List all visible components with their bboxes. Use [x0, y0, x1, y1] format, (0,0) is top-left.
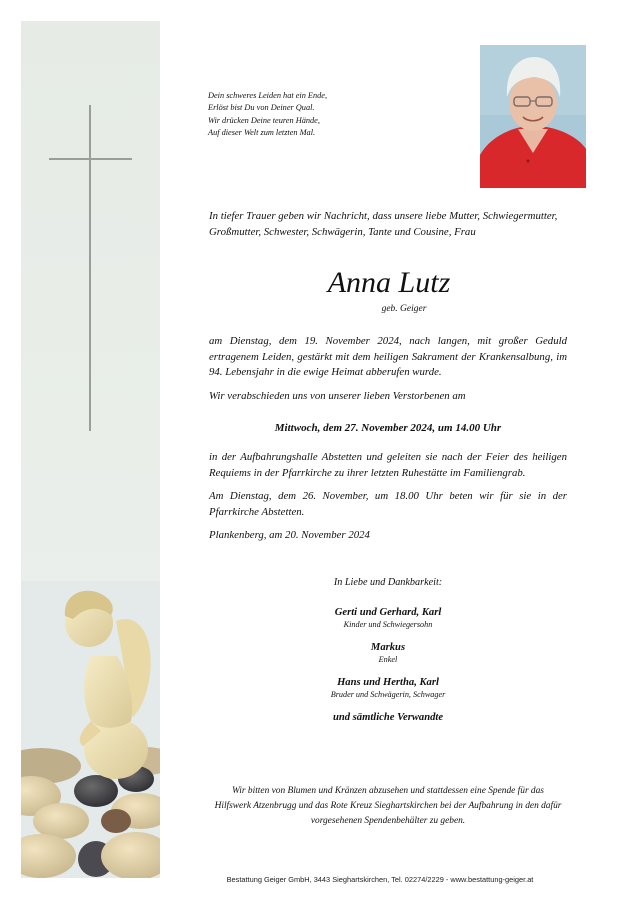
deceased-name: Anna Lutz	[327, 266, 451, 299]
mourner-group	[209, 676, 567, 700]
death-paragraph: am Dienstag, dem 19. November 2024, nach langen, mit großer Geduld ertragenem Leiden, gestärkt mit dem heiligen Sakrament der Krankensalbung, im 94. Lebensjahr in die ewige Heimat abberufen wurde.	[209, 335, 567, 379]
mourner-group	[209, 606, 567, 630]
mourner-names: Hans und Hertha, Karl	[337, 677, 439, 688]
mourner-relation: Kinder und Schwiegersohn	[343, 620, 433, 629]
mourner-relation: Bruder und Schwägerin, Schwager	[330, 690, 446, 699]
cross-icon-vertical	[89, 105, 91, 431]
mourner-names: Markus	[370, 642, 406, 653]
decorative-side-panel	[21, 21, 160, 878]
angel-figurine-image	[21, 581, 160, 878]
poem-line: Wir drücken Deine teuren Hände,	[208, 115, 320, 125]
other-relatives: und sämtliche Verwandte	[332, 712, 444, 723]
mourners-heading: In Liebe und Dankbarkeit:	[333, 577, 443, 588]
poem-line: Auf dieser Welt zum letzten Mal.	[208, 127, 316, 137]
funeral-home-footer: Bestattung Geiger GmbH, 3443 Sieghartskirchen, Tel. 02274/2229 - www.bestattung-geiger.at	[226, 875, 534, 884]
poem-line: Erlöst bist Du von Deiner Qual.	[208, 103, 315, 113]
funeral-details: in der Aufbahrungshalle Abstetten und geleiten sie nach der Feier des heiligen Requiems in der Pfarrkirche zu ihrer letzten Ruhestätte im Familiengrab.	[209, 451, 567, 479]
place-date: Plankenberg, am 20. November 2024	[209, 529, 370, 541]
prayer-paragraph: Am Dienstag, dem 26. November, um 18.00 Uhr beten wir für sie in der Pfarrkirche Abstetten.	[209, 490, 567, 518]
donation-request: Wir bitten von Blumen und Kränzen abzusehen und stattdessen eine Spende für das Hilfswerk Atzenbrugg und das Rote Kreuz Sieghartskirchen bei der Aufbahrung in den dafür vorgesehenen Spendenbehälter zu geben.	[214, 786, 562, 827]
mourners-list	[209, 606, 567, 724]
cross-icon-horizontal	[49, 158, 132, 160]
maiden-name: geb. Geiger	[381, 304, 427, 314]
funeral-datetime: Mittwoch, dem 27. November 2024, um 14.00 Uhr	[274, 422, 502, 434]
mourner-group	[209, 641, 567, 665]
announcement-intro: In tiefer Trauer geben wir Nachricht, dass unsere liebe Mutter, Schwiegermutter, Großmutter, Schwester, Schwägerin, Tante und Cousine, Frau	[209, 210, 558, 238]
poem-line: Dein schweres Leiden hat ein Ende,	[208, 91, 328, 100]
mourner-relation: Enkel	[378, 655, 398, 664]
memorial-poem	[208, 90, 428, 139]
farewell-intro: Wir verabschieden uns von unserer lieben Verstorbenen am	[209, 390, 466, 402]
mourner-names: Gerti und Gerhard, Karl	[334, 607, 442, 618]
portrait-photo	[480, 45, 586, 188]
